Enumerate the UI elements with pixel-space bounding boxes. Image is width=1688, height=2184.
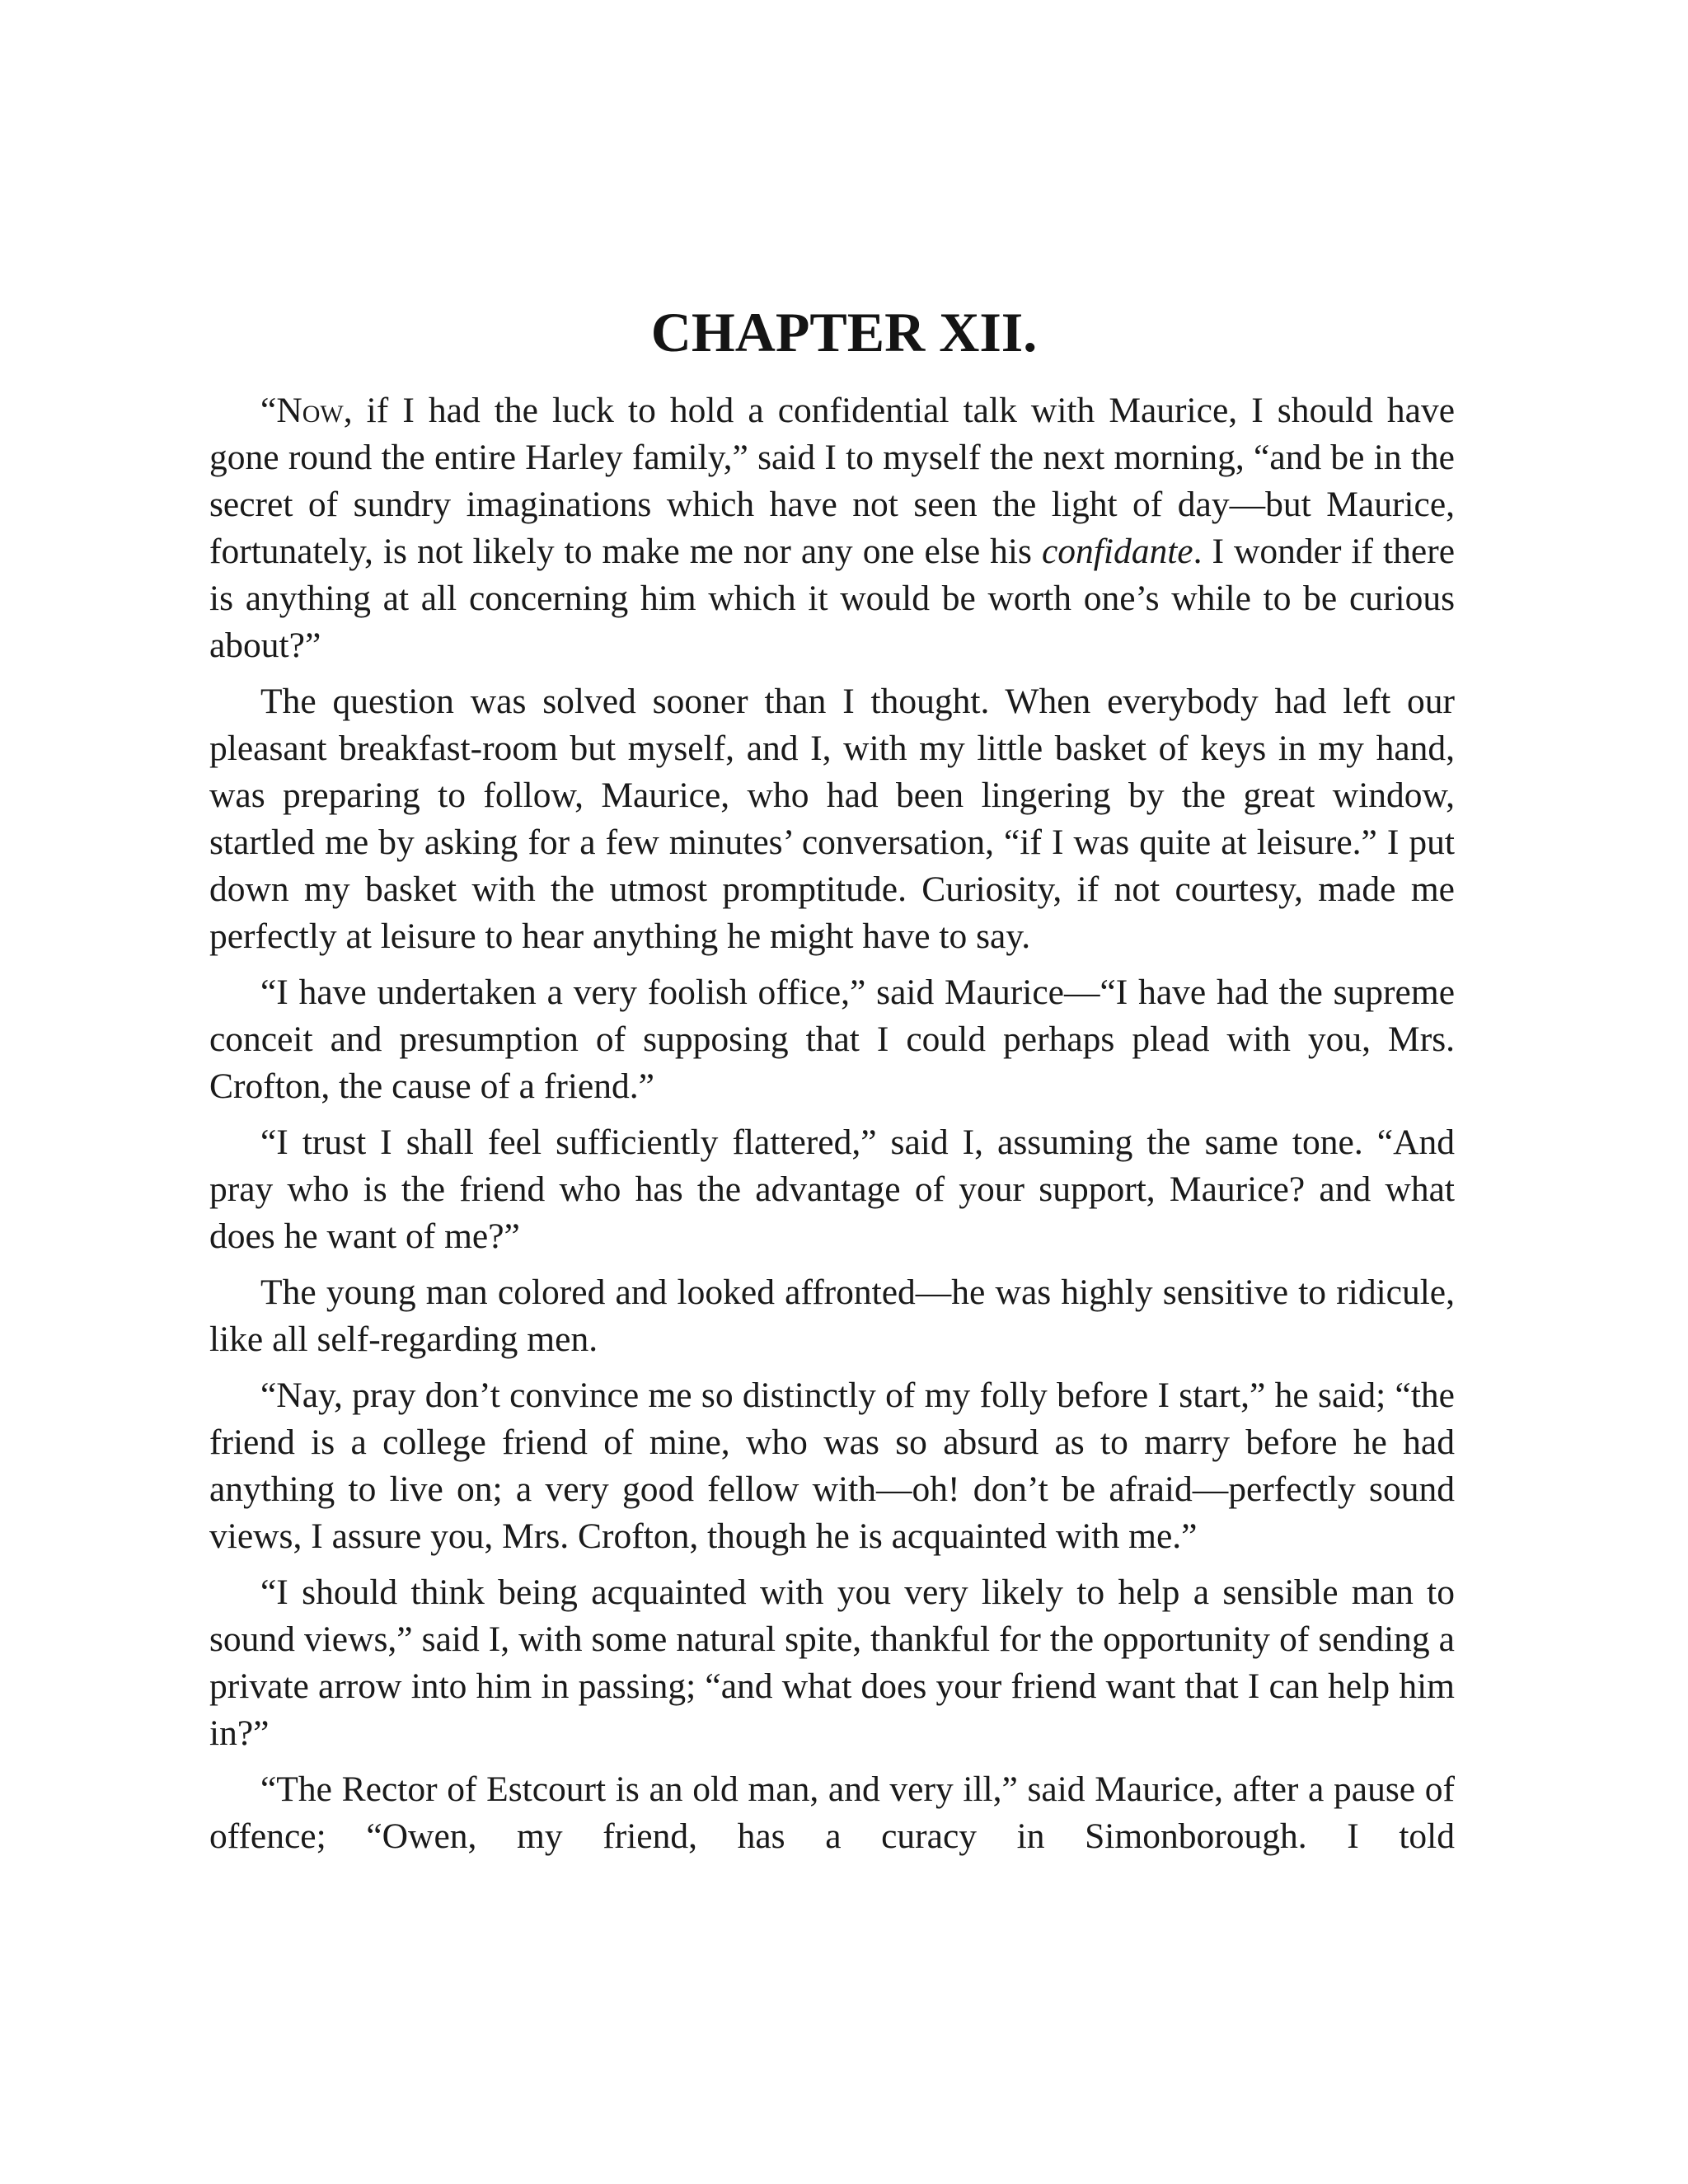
text-run: “ xyxy=(260,391,277,430)
paragraph xyxy=(209,969,1455,1110)
italic-text: confidante xyxy=(1041,532,1193,571)
text-run: “I should think being acquainted with you very likely to help a sensible man to sound views,” said I, with some natural spite, thankful for the opportunity of sending a private arrow into him in passing; “and what does your friend want that I can help him in?” xyxy=(209,1572,1455,1753)
text-run: “I have undertaken a very foolish office,” said Maurice—“I have had the supreme conceit and presumption of supposing that I could perhaps plead with you, Mrs. Crofton, the cause of a friend.” xyxy=(209,972,1455,1106)
paragraph xyxy=(209,1119,1455,1260)
paragraph xyxy=(209,1569,1455,1757)
chapter-title: CHAPTER XII. xyxy=(650,301,1038,363)
paragraph xyxy=(209,678,1455,960)
text-run: “Nay, pray don’t convince me so distinctly of my folly before I start,” he said; “the friend is a college friend of mine, who was so absurd as to marry before he had anything to live on; a very good fellow with—oh! don’t be afraid—perfectly sound views, I assure you, Mrs. Crofton, though he is acquainted with me.” xyxy=(209,1376,1455,1556)
text-run: The question was solved sooner than I thought. When everybody had left our pleasant breakfast-room but myself, and I, with my little basket of keys in my hand, was preparing to follow, Maurice, who had been lingering by the great window, startled me by asking for a few minutes’ conversation, “if I was quite at leisure.” I put down my basket with the utmost promptitude. Curiosity, if not courtesy, made me perfectly at leisure to hear anything he might have to say. xyxy=(209,682,1455,956)
text-run: , if I had the luck to hold a confidential talk with Maurice, I should have gone round the entire Harley family,” said I to myself the next morning, “and be in the secret of sundry imaginations which have not seen the light of day—but Maurice, fortunately, is not likely to make me nor any one else his xyxy=(209,391,1455,571)
paragraph xyxy=(209,1269,1455,1363)
text-run: “I trust I shall feel sufficiently flattered,” said I, assuming the same tone. “And pray who is the friend who has the advantage of your support, Maurice? and what does he want of me?” xyxy=(209,1122,1455,1256)
text-run: The young man colored and looked affronted—he was highly sensitive to ridicule, like all self-regarding men. xyxy=(209,1272,1455,1359)
small-caps-text: Now xyxy=(276,391,344,430)
text-run: . I wonder if there is anything at all concerning him which it would be worth one’s while to be curious about?” xyxy=(209,532,1455,665)
text-run: “The Rector of Estcourt is an old man, and very ill,” said Maurice, after a pause of offence; “Owen, my friend, has a curacy in Simonborough. I told xyxy=(209,1769,1455,1856)
chapter-body xyxy=(209,387,1455,1869)
paragraph xyxy=(209,1372,1455,1560)
paragraph xyxy=(209,387,1455,669)
paragraph xyxy=(209,1766,1455,1860)
